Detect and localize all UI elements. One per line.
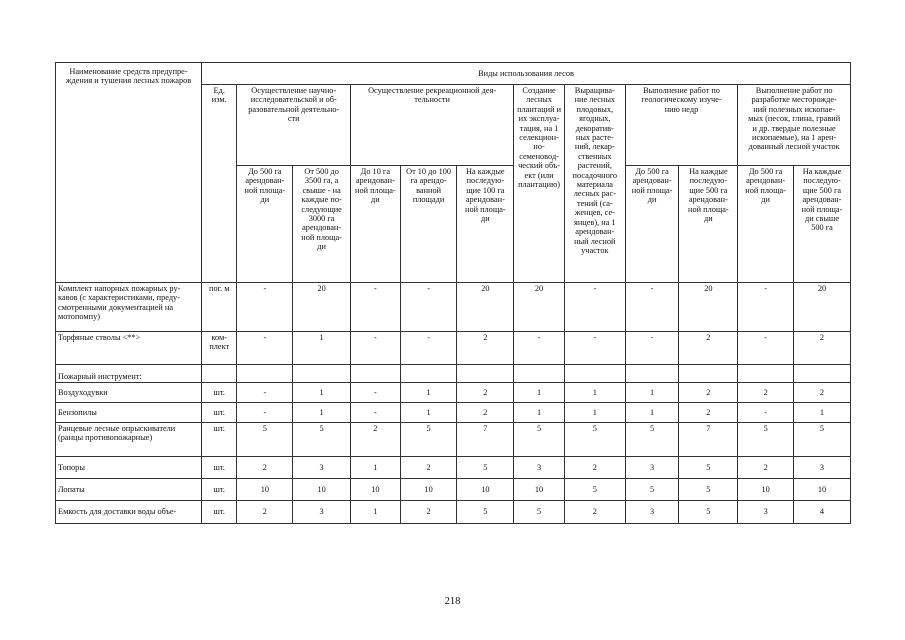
empty-cell bbox=[351, 365, 401, 383]
subheader-cell: До 500 га арендован- ной площа- ди bbox=[237, 166, 293, 283]
row-unit-cell: шт. bbox=[202, 501, 237, 524]
value-cell: 10 bbox=[514, 479, 565, 501]
value-cell: 5 bbox=[514, 423, 565, 457]
value-cell: 2 bbox=[351, 423, 401, 457]
table-row bbox=[56, 457, 851, 479]
value-cell: 3 bbox=[293, 501, 351, 524]
empty-cell bbox=[794, 365, 851, 383]
value-cell: 7 bbox=[457, 423, 514, 457]
row-unit-cell: пог. м bbox=[202, 283, 237, 332]
value-cell: 1 bbox=[293, 383, 351, 403]
subheader-cell: На каждые последую- щие 100 га арендован- ной площа- ди bbox=[457, 166, 514, 283]
empty-cell bbox=[293, 365, 351, 383]
row-name-cell: Емкость для доставки воды объе- bbox=[56, 501, 202, 524]
value-cell: 2 bbox=[679, 403, 738, 423]
value-cell: - bbox=[351, 283, 401, 332]
value-cell: 1 bbox=[400, 383, 457, 403]
value-cell: 5 bbox=[625, 423, 679, 457]
group-growing-plants-header: Выращива- ние лесных плодовых, ягодных, декоратив- ных расте- ний, лекар- ственных растений, посадочного материала лесных рас- тений (са- женцев, се- янцев), на 1 арендован- ный лесной участок bbox=[564, 85, 625, 283]
value-cell: 10 bbox=[237, 479, 293, 501]
value-cell: - bbox=[514, 332, 565, 365]
value-cell: 5 bbox=[564, 479, 625, 501]
value-cell: - bbox=[625, 332, 679, 365]
value-cell: 2 bbox=[400, 501, 457, 524]
value-cell: 3 bbox=[738, 501, 794, 524]
value-cell: 2 bbox=[457, 332, 514, 365]
row-unit-cell: шт. bbox=[202, 403, 237, 423]
value-cell: 2 bbox=[738, 383, 794, 403]
value-cell: 1 bbox=[514, 383, 565, 403]
table-row bbox=[56, 403, 851, 423]
value-cell: 5 bbox=[794, 423, 851, 457]
value-cell: 1 bbox=[293, 403, 351, 423]
section-row bbox=[56, 365, 851, 383]
value-cell: 2 bbox=[457, 383, 514, 403]
table-row bbox=[56, 423, 851, 457]
value-cell: - bbox=[351, 332, 401, 365]
row-unit-cell: шт. bbox=[202, 457, 237, 479]
value-cell: 2 bbox=[237, 457, 293, 479]
value-cell: - bbox=[400, 283, 457, 332]
value-cell: 2 bbox=[679, 383, 738, 403]
group-research-education-header: Осуществление научно- исследовательской и об- разовательной деятельно- сти bbox=[237, 85, 351, 166]
value-cell: 5 bbox=[457, 501, 514, 524]
value-cell: 5 bbox=[564, 423, 625, 457]
value-cell: 10 bbox=[738, 479, 794, 501]
value-cell: 10 bbox=[457, 479, 514, 501]
value-cell: - bbox=[351, 403, 401, 423]
value-cell: 3 bbox=[514, 457, 565, 479]
value-cell: 1 bbox=[625, 403, 679, 423]
value-cell: 5 bbox=[514, 501, 565, 524]
value-cell: 2 bbox=[738, 457, 794, 479]
value-cell: 5 bbox=[679, 457, 738, 479]
value-cell: 1 bbox=[293, 332, 351, 365]
types-of-forest-use-header: Виды использования лесов bbox=[202, 63, 851, 85]
subheader-cell: До 500 га арендован- ной площа- ди bbox=[738, 166, 794, 283]
row-unit-cell: шт. bbox=[202, 383, 237, 403]
value-cell: 2 bbox=[794, 332, 851, 365]
value-cell: 5 bbox=[738, 423, 794, 457]
value-cell: 1 bbox=[625, 383, 679, 403]
value-cell: 1 bbox=[564, 383, 625, 403]
empty-cell bbox=[237, 365, 293, 383]
value-cell: 5 bbox=[679, 479, 738, 501]
empty-cell bbox=[400, 365, 457, 383]
table-row bbox=[56, 501, 851, 524]
value-cell: 5 bbox=[400, 423, 457, 457]
empty-cell bbox=[202, 365, 237, 383]
row-name-cell: Торфяные стволы <**> bbox=[56, 332, 202, 365]
empty-cell bbox=[679, 365, 738, 383]
value-cell: 5 bbox=[679, 501, 738, 524]
value-cell: 2 bbox=[564, 501, 625, 524]
value-cell: 3 bbox=[625, 457, 679, 479]
value-cell: 10 bbox=[293, 479, 351, 501]
value-cell: - bbox=[351, 383, 401, 403]
value-cell: - bbox=[738, 283, 794, 332]
value-cell: 3 bbox=[293, 457, 351, 479]
value-cell: 2 bbox=[237, 501, 293, 524]
value-cell: 4 bbox=[794, 501, 851, 524]
value-cell: 2 bbox=[794, 383, 851, 403]
table-row bbox=[56, 383, 851, 403]
value-cell: 10 bbox=[351, 479, 401, 501]
value-cell: - bbox=[564, 332, 625, 365]
empty-cell bbox=[514, 365, 565, 383]
table-row bbox=[56, 332, 851, 365]
value-cell: - bbox=[237, 403, 293, 423]
value-cell: 5 bbox=[625, 479, 679, 501]
value-cell: - bbox=[738, 332, 794, 365]
group-mineral-deposits-header: Выполнение работ по разработке месторожде- ний полезных ископае- мых (песок, глина, гравий и др. твердые полезные ископаемые), на 1 арен- дованный лесной участок bbox=[738, 85, 851, 166]
value-cell: 5 bbox=[237, 423, 293, 457]
value-cell: 1 bbox=[514, 403, 565, 423]
value-cell: 10 bbox=[794, 479, 851, 501]
name-column-header: Наименование средств предупре- ждения и тушения лесных пожаров bbox=[56, 63, 202, 283]
value-cell: - bbox=[237, 332, 293, 365]
value-cell: - bbox=[237, 383, 293, 403]
value-cell: 10 bbox=[400, 479, 457, 501]
value-cell: 1 bbox=[400, 403, 457, 423]
row-unit-cell: шт. bbox=[202, 479, 237, 501]
row-name-cell: Комплект напорных пожарных ру- кавов (с характеристиками, преду- смотренными документацией на мотопомпу) bbox=[56, 283, 202, 332]
value-cell: 1 bbox=[564, 403, 625, 423]
row-unit-cell: ком- плект bbox=[202, 332, 237, 365]
value-cell: 3 bbox=[794, 457, 851, 479]
row-name-cell: Лопаты bbox=[56, 479, 202, 501]
row-unit-cell: шт. bbox=[202, 423, 237, 457]
value-cell: 20 bbox=[457, 283, 514, 332]
value-cell: 1 bbox=[794, 403, 851, 423]
subheader-cell: До 10 га арендован- ной площа- ди bbox=[351, 166, 401, 283]
value-cell: 2 bbox=[679, 332, 738, 365]
empty-cell bbox=[625, 365, 679, 383]
table-row bbox=[56, 283, 851, 332]
row-name-cell: Воздуходувки bbox=[56, 383, 202, 403]
unit-column-header: Ед. изм. bbox=[202, 85, 237, 283]
value-cell: - bbox=[564, 283, 625, 332]
value-cell: - bbox=[237, 283, 293, 332]
value-cell: 20 bbox=[794, 283, 851, 332]
group-recreation-header: Осуществление рекреационной дея- тельности bbox=[351, 85, 514, 166]
value-cell: 3 bbox=[625, 501, 679, 524]
fire-equipment-table bbox=[55, 62, 851, 524]
value-cell: - bbox=[738, 403, 794, 423]
subheader-cell: От 10 до 100 га арендо- ванной площади bbox=[400, 166, 457, 283]
value-cell: 2 bbox=[564, 457, 625, 479]
subheader-cell: От 500 до 3500 га, а свыше - на каждые по- следующие 3000 га арендован- ной площа- ди bbox=[293, 166, 351, 283]
value-cell: 20 bbox=[679, 283, 738, 332]
subheader-cell: На каждые последую- щие 500 га арендован- ной площа- ди свыше 500 га bbox=[794, 166, 851, 283]
subheader-cell: На каждые последую- щие 500 га арендован- ной площа- ди bbox=[679, 166, 738, 283]
header-row-1 bbox=[56, 63, 851, 85]
table-row bbox=[56, 479, 851, 501]
value-cell: 20 bbox=[293, 283, 351, 332]
value-cell: 1 bbox=[351, 501, 401, 524]
value-cell: 20 bbox=[514, 283, 565, 332]
empty-cell bbox=[564, 365, 625, 383]
value-cell: - bbox=[400, 332, 457, 365]
value-cell: 7 bbox=[679, 423, 738, 457]
empty-cell bbox=[738, 365, 794, 383]
empty-cell bbox=[457, 365, 514, 383]
row-name-cell: Топоры bbox=[56, 457, 202, 479]
value-cell: 1 bbox=[351, 457, 401, 479]
value-cell: 2 bbox=[457, 403, 514, 423]
value-cell: 2 bbox=[400, 457, 457, 479]
group-plantations-header: Создание лесных плантаций и их эксплуа- тация, на 1 селекцион- но- семеновод- ческий объ- ект (или плантацию) bbox=[514, 85, 565, 283]
section-title-cell: Пожарный инструмент: bbox=[56, 365, 202, 383]
value-cell: 5 bbox=[457, 457, 514, 479]
page-number: 218 bbox=[444, 596, 461, 607]
value-cell: 5 bbox=[293, 423, 351, 457]
row-name-cell: Бензопилы bbox=[56, 403, 202, 423]
subheader-cell: До 500 га арендован- ной площа- ди bbox=[625, 166, 679, 283]
group-geological-study-header: Выполнение работ по геологическому изуче- нию недр bbox=[625, 85, 738, 166]
row-name-cell: Ранцевые лесные опрыскиватели (ранцы противопожарные) bbox=[56, 423, 202, 457]
value-cell: - bbox=[625, 283, 679, 332]
